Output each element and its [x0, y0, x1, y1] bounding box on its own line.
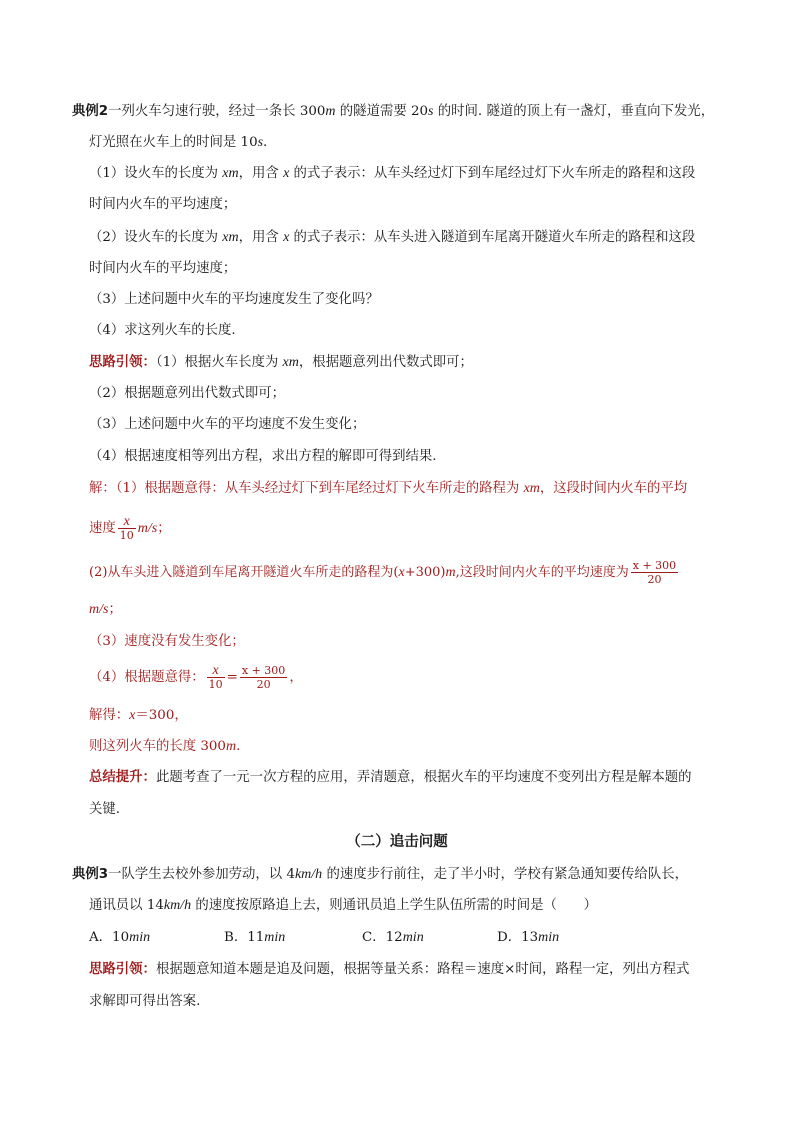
example3-label: 典例3 — [72, 867, 109, 882]
summary-line2: 关键. — [89, 802, 121, 817]
question1-line2: 时间内火车的平均速度； — [89, 197, 237, 212]
example3-stem-line2: 通讯员以 14km/h 的速度按原路追上去，则通讯员追上学生队伍所需的时间是（ ） — [89, 898, 598, 913]
solution-line5: （3）速度没有发生变化； — [89, 634, 245, 649]
fraction-x-over-10-eq: $\frac{x}{10}$ — [208, 663, 223, 691]
solution-line4: m/s； — [89, 602, 122, 617]
solution-line7: 解得：x＝300， — [89, 708, 188, 723]
solution-line2: 速度 $\frac{x}{10}$ m/s； — [89, 514, 171, 542]
hint-line2: （2）根据题意列出代数式即可； — [89, 386, 285, 401]
solution-line3: (2)从车头进入隧道到车尾离开隧道火车所走的路程为(x+300)m,这段时间内火车的平均速度为 $\frac{x + 300}{20}$ — [89, 559, 677, 586]
hint-line3: （3）上述问题中火车的平均速度不发生变化； — [89, 417, 366, 432]
example3-hint-line1: 思路引领：根据题意知道本题是追及问题，根据等量关系：路程＝速度×时间，路程一定，列出方程式 — [89, 962, 690, 977]
question2-line1: （2）设火车的长度为 xm，用含 x 的式子表示：从车头进入隧道到车尾离开隧道火车所走的路程和这段 — [89, 230, 696, 245]
example3-hint-label: 思路引领： — [89, 962, 156, 977]
option-d[interactable]: D．13min — [497, 930, 560, 945]
summary-label: 总结提升： — [89, 770, 156, 785]
example3-hint-line2: 求解即可得出答案. — [89, 994, 201, 1009]
fraction-x-plus-300-over-20: $\frac{x + 300}{20}$ — [632, 559, 677, 586]
solution-line8: 则这列火车的长度 300m. — [89, 739, 241, 754]
hint-line1: 思路引领：（1）根据火车长度为 xm，根据题意列出代数式即可； — [89, 355, 473, 370]
section-heading: （二）追击问题 — [346, 834, 448, 850]
example2-stem-line1: 典例2一列火车匀速行驶，经过一条长 300m 的隧道需要 20s 的时间. 隧道的顶上有一盏灯，垂直向下发光， — [72, 104, 715, 119]
question1-line1: （1）设火车的长度为 xm，用含 x 的式子表示：从车头经过灯下到车尾经过灯下火车所走的路程和这段 — [89, 166, 696, 181]
option-c[interactable]: C．12min — [362, 930, 424, 945]
option-a[interactable]: A．10min — [89, 930, 151, 945]
question2-line2: 时间内火车的平均速度； — [89, 261, 237, 276]
example2-label: 典例2 — [72, 104, 109, 119]
fraction-x-plus-300-over-20-eq: $\frac{x + 300}{20}$ — [241, 664, 286, 691]
question4: （4）求这列火车的长度. — [89, 323, 236, 338]
hint-label: 思路引领： — [89, 355, 156, 370]
solution-line6: （4）根据题意得： $\frac{x}{10}$ = $\frac{x + 300}{20}$ ， — [89, 663, 303, 691]
solution-line1: 解：（1）根据题意得：从车头经过灯下到车尾经过灯下火车所走的路程为 xm，这段时间内火车的平均 — [89, 481, 688, 496]
example2-stem-line2: 灯光照在火车上的时间是 10s. — [89, 135, 268, 150]
hint-line4: （4）根据速度相等列出方程，求出方程的解即可得到结果. — [89, 449, 437, 464]
option-b[interactable]: B．11min — [224, 930, 286, 945]
fraction-x-over-10: $\frac{x}{10}$ — [119, 514, 134, 542]
question3: （3）上述问题中火车的平均速度发生了变化吗？ — [89, 292, 379, 307]
summary-line1: 总结提升：此题考查了一元一次方程的应用，弄清题意，根据火车的平均速度不变列出方程是解本题的 — [89, 770, 692, 785]
example3-stem-line1: 典例3一队学生去校外参加劳动，以 4km/h 的速度步行前往，走了半小时，学校有紧急通知要传给队长， — [72, 867, 688, 882]
